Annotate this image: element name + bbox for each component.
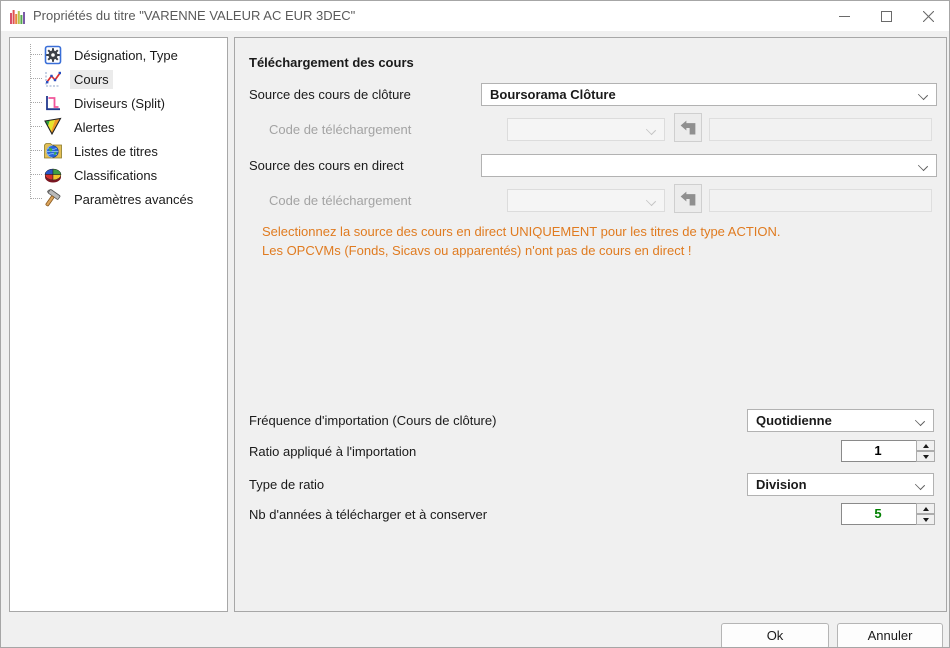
undo-arrow-icon (679, 190, 697, 208)
chevron-down-icon (646, 196, 656, 206)
line-chart-icon (43, 69, 63, 89)
frequency-label: Fréquence d'importation (Cours de clôture) (249, 413, 497, 428)
chevron-down-icon (915, 480, 925, 490)
category-tree (9, 37, 228, 612)
frequency-value: Quotidienne (756, 413, 832, 428)
ratio-spin-down-button[interactable] (916, 451, 935, 462)
live-code-textbox (709, 189, 932, 212)
sidebar-item-label: Diviseurs (Split) (74, 95, 166, 111)
minimize-button[interactable] (825, 1, 863, 31)
ok-button[interactable]: Ok (721, 623, 829, 648)
sidebar-item-label: Alertes (74, 119, 115, 135)
funnel-icon (43, 117, 63, 137)
cours-settings-panel (234, 37, 947, 612)
close-button[interactable] (909, 1, 947, 31)
undo-arrow-icon (679, 119, 697, 137)
close-code-textbox (709, 118, 932, 141)
window-title: Propriétés du titre "VARENNE VALEUR AC EUR 3DEC" (33, 8, 356, 23)
sidebar-item-alertes[interactable] (10, 115, 227, 139)
triangle-up-icon (923, 507, 929, 511)
close-code-label: Code de téléchargement (269, 122, 412, 137)
sidebar-item-classifications[interactable] (10, 163, 227, 187)
live-source-combobox[interactable] (481, 154, 937, 177)
close-source-combobox[interactable] (481, 83, 937, 106)
ratio-spinner[interactable] (841, 440, 935, 462)
ratio-type-combobox[interactable] (747, 473, 934, 496)
years-spinner[interactable] (841, 503, 935, 525)
live-code-combobox (507, 189, 665, 212)
app-bar-chart-icon (9, 7, 27, 25)
triangle-up-icon (923, 444, 929, 448)
close-code-combobox (507, 118, 665, 141)
sidebar-item-designation-type[interactable] (10, 43, 227, 67)
warning-line-1: Selectionnez la source des cours en direct UNIQUEMENT pour les titres de type ACTION. (262, 224, 781, 239)
title-bar[interactable] (1, 1, 949, 31)
chevron-down-icon (646, 125, 656, 135)
warning-text (262, 222, 781, 260)
close-source-value: Boursorama Clôture (490, 87, 616, 102)
frequency-combobox[interactable] (747, 409, 934, 432)
ratio-value: 1 (874, 443, 882, 458)
close-source-label: Source des cours de clôture (249, 87, 411, 102)
sidebar-item-listes-de-titres[interactable] (10, 139, 227, 163)
triangle-down-icon (923, 518, 929, 522)
chevron-down-icon (918, 90, 928, 100)
years-value: 5 (874, 506, 882, 521)
chevron-down-icon (918, 161, 928, 171)
ratio-type-value: Division (756, 477, 807, 492)
hammer-icon (43, 189, 63, 209)
sidebar-item-label: Classifications (74, 167, 158, 183)
years-spin-down-button[interactable] (916, 514, 935, 525)
sidebar-item-diviseurs[interactable] (10, 91, 227, 115)
years-label: Nb d'années à télécharger et à conserver (249, 507, 488, 522)
triangle-down-icon (923, 455, 929, 459)
gear-document-icon (43, 45, 63, 65)
chevron-down-icon (915, 416, 925, 426)
maximize-button[interactable] (867, 1, 905, 31)
sidebar-item-label: Cours (70, 70, 113, 89)
sidebar-item-label: Paramètres avancés (74, 191, 194, 207)
sidebar-item-cours[interactable] (10, 67, 227, 91)
section-title: Téléchargement des cours (249, 55, 414, 70)
ratio-type-label: Type de ratio (249, 477, 325, 492)
years-spin-up-button[interactable] (916, 503, 935, 514)
live-source-label: Source des cours en direct (249, 158, 404, 173)
warning-line-2: Les OPCVMs (Fonds, Sicavs ou apparentés) n'ont pas de cours en direct ! (262, 243, 692, 258)
step-chart-icon (43, 93, 63, 113)
close-code-reset-button[interactable] (674, 113, 702, 142)
cancel-button[interactable]: Annuler (837, 623, 943, 648)
pie-chart-icon (43, 165, 63, 185)
folder-globe-icon (43, 141, 63, 161)
live-code-reset-button[interactable] (674, 184, 702, 213)
ratio-spin-up-button[interactable] (916, 440, 935, 451)
sidebar-item-label: Désignation, Type (74, 47, 178, 63)
sidebar-item-label: Listes de titres (74, 143, 158, 159)
ratio-label: Ratio appliqué à l'importation (249, 444, 417, 459)
sidebar-item-parametres-avances[interactable] (10, 187, 227, 211)
live-code-label: Code de téléchargement (269, 193, 412, 208)
